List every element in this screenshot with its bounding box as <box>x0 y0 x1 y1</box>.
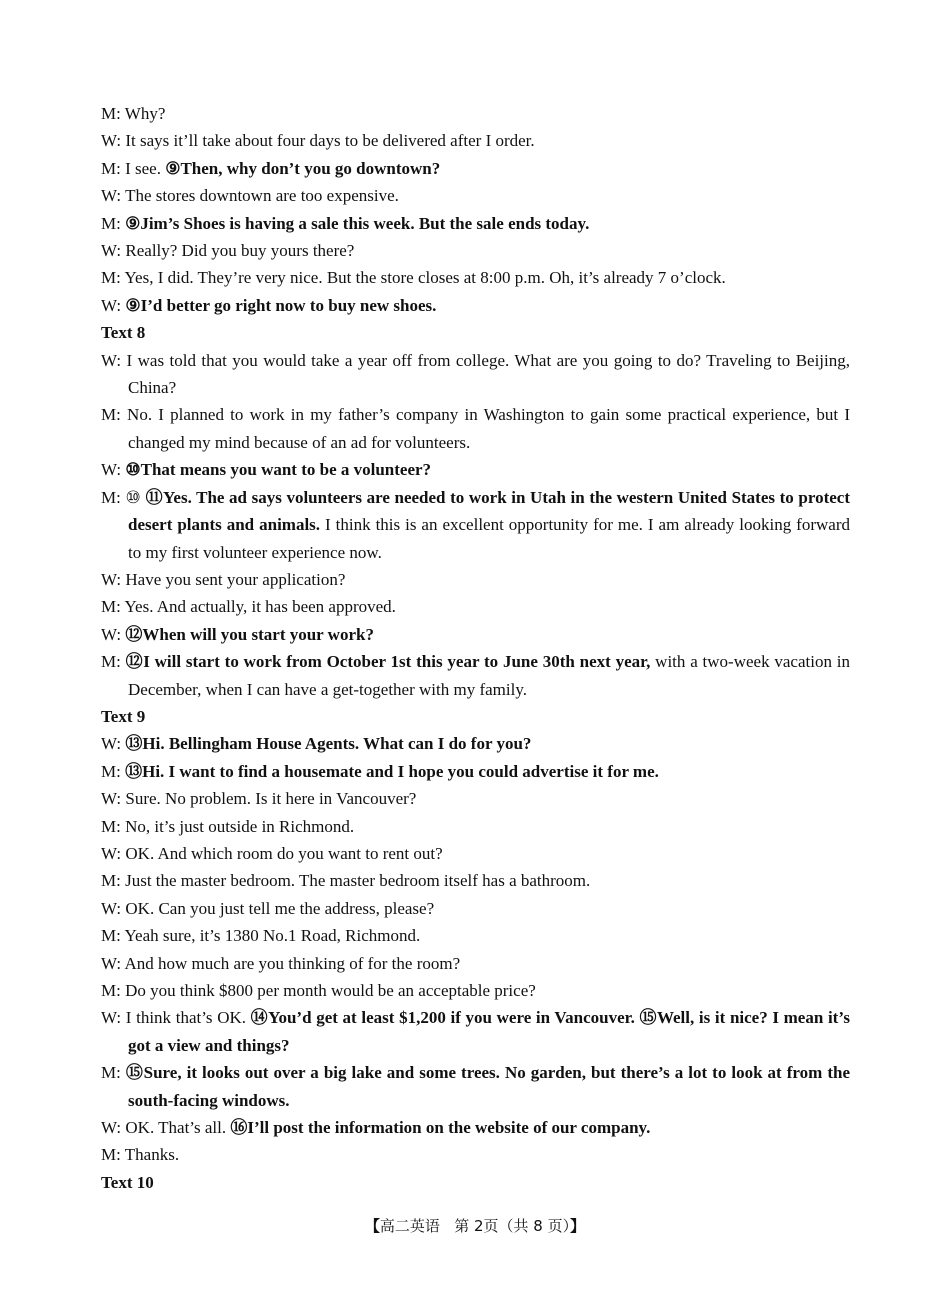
text-segment: W: Have you sent your application? <box>101 569 346 589</box>
text-segment: M: No, it’s just outside in Richmond. <box>101 816 355 836</box>
dialogue-line <box>101 813 850 840</box>
dialogue-line <box>101 977 850 1004</box>
dialogue-line <box>101 1059 850 1114</box>
bold-text: ⑫When will you start your work? <box>125 624 374 644</box>
text-segment: M: <box>101 652 126 672</box>
text-segment: W: It says it’ll take about four days to be delivered after I order. <box>101 131 535 151</box>
text-segment: W: I was told that you would take a year off from college. What are you going to do? Traveling to Beijing, China? <box>101 350 850 398</box>
dialogue-line <box>101 593 850 620</box>
dialogue-line <box>101 895 850 922</box>
dialogue-line <box>101 127 850 154</box>
text-segment: M: Do you think $800 per month would be an acceptable price? <box>101 981 536 1000</box>
section-heading <box>101 1169 850 1196</box>
text-segment: W: OK. And which room do you want to rent out? <box>101 843 443 863</box>
dialogue-line <box>101 950 850 977</box>
bold-text: ⑩That means you want to be a volunteer? <box>125 460 432 480</box>
text-segment: W: Sure. No problem. Is it here in Vancouver? <box>101 789 417 809</box>
text-segment: with a two-week vacation in December, when I can have a get-together with my family. <box>128 652 850 699</box>
section-heading <box>101 319 850 346</box>
dialogue-line <box>101 648 850 703</box>
bold-text: ⑬Hi. I want to find a housemate and I hope you could advertise it for me. <box>125 761 659 781</box>
dialogue-line <box>101 1114 850 1141</box>
text-segment: M: Yeah sure, it’s 1380 No.1 Road, Richmond. <box>101 926 421 946</box>
transcript <box>101 100 850 1196</box>
text-segment: W: <box>101 460 126 480</box>
text-segment: Text 9 <box>101 706 146 726</box>
dialogue-line <box>101 210 850 237</box>
text-segment: I think this is an excellent opportunity for me. I am already looking forward to my first volunteer experience now. <box>128 515 850 562</box>
text-segment: M: <box>101 213 126 233</box>
dialogue-line <box>101 758 850 785</box>
bold-text: ⑪Yes. The ad says volunteers are needed to work in Utah in the western United States to protect desert plants and animals. <box>128 487 850 535</box>
dialogue-line <box>101 237 850 264</box>
dialogue-line <box>101 401 850 456</box>
bold-text: ⑨Jim’s Shoes is having a sale this week. But the sale ends today. <box>125 213 590 233</box>
text-segment: W: <box>101 295 126 315</box>
dialogue-line <box>101 1141 850 1168</box>
bold-text: ⑬Hi. Bellingham House Agents. What can I do for you? <box>125 734 532 754</box>
text-segment: M: No. I planned to work in my father’s company in Washington to gain some practical experience, but I changed my mind because of an ad for volunteers. <box>101 405 850 452</box>
bold-text: ⑯I’ll post the information on the website of our company. <box>230 1118 651 1138</box>
text-segment: W: <box>101 734 126 754</box>
bold-text: ⑭You’d get at least $1,200 if you were in Vancouver. ⑮Well, is it nice? I mean it’s got a view and things? <box>128 1008 850 1055</box>
text-segment: M: Yes, I did. They’re very nice. But the store closes at 8:00 p.m. Oh, it’s already 7 o’clock. <box>101 268 726 288</box>
text-segment: M: Yes. And actually, it has been approved. <box>101 597 396 617</box>
dialogue-line <box>101 456 850 483</box>
text-segment: W: OK. Can you just tell me the address, please? <box>101 898 435 918</box>
footer-subject: 高二英语 <box>379 1217 440 1235</box>
dialogue-line <box>101 840 850 867</box>
text-segment: M: ⑩ <box>101 487 146 507</box>
dialogue-line <box>101 100 850 127</box>
dialogue-line <box>101 730 850 757</box>
page-footer <box>0 1216 950 1236</box>
text-segment: M: <box>101 1063 126 1083</box>
text-segment: W: Really? Did you buy yours there? <box>101 241 355 261</box>
dialogue-line <box>101 621 850 648</box>
dialogue-line <box>101 867 850 894</box>
dialogue-line <box>101 566 850 593</box>
text-segment: M: Thanks. <box>101 1145 180 1165</box>
text-segment: W: I think that’s OK. <box>101 1008 251 1028</box>
bold-text: ⑨Then, why don’t you go downtown? <box>165 158 441 178</box>
dialogue-line <box>101 785 850 812</box>
dialogue-line <box>101 292 850 319</box>
text-segment: W: OK. That’s all. <box>101 1118 231 1138</box>
section-heading <box>101 703 850 730</box>
text-segment: W: <box>101 624 126 644</box>
bold-text: ⑫I will start to work from October 1st this year to June 30th next year, <box>125 652 651 672</box>
bold-text: ⑨I’d better go right now to buy new shoes. <box>125 295 437 315</box>
dialogue-line <box>101 347 850 402</box>
text-segment: M: Why? <box>101 104 166 123</box>
dialogue-line <box>101 922 850 949</box>
dialogue-line <box>101 182 850 209</box>
dialogue-line <box>101 1004 850 1059</box>
text-segment: Text 8 <box>101 323 146 343</box>
text-segment: W: The stores downtown are too expensive. <box>101 186 399 206</box>
text-segment: M: <box>101 761 126 781</box>
footer-bracket-close: 】 <box>570 1217 586 1235</box>
bold-text: ⑮Sure, it looks out over a big lake and some trees. No garden, but there’s a lot to look at from the south-facing windows. <box>125 1063 850 1110</box>
dialogue-line <box>101 155 850 182</box>
dialogue-line <box>101 484 850 566</box>
text-segment: M: Just the master bedroom. The master bedroom itself has a bathroom. <box>101 871 591 891</box>
dialogue-line <box>101 264 850 291</box>
footer-bracket-open: 【 <box>364 1217 380 1235</box>
text-segment: W: And how much are you thinking of for the room? <box>101 953 461 973</box>
footer-page-number: 第 2页（共 8 页） <box>454 1217 571 1235</box>
text-segment: Text 10 <box>101 1172 154 1192</box>
text-segment: M: I see. <box>101 158 166 178</box>
